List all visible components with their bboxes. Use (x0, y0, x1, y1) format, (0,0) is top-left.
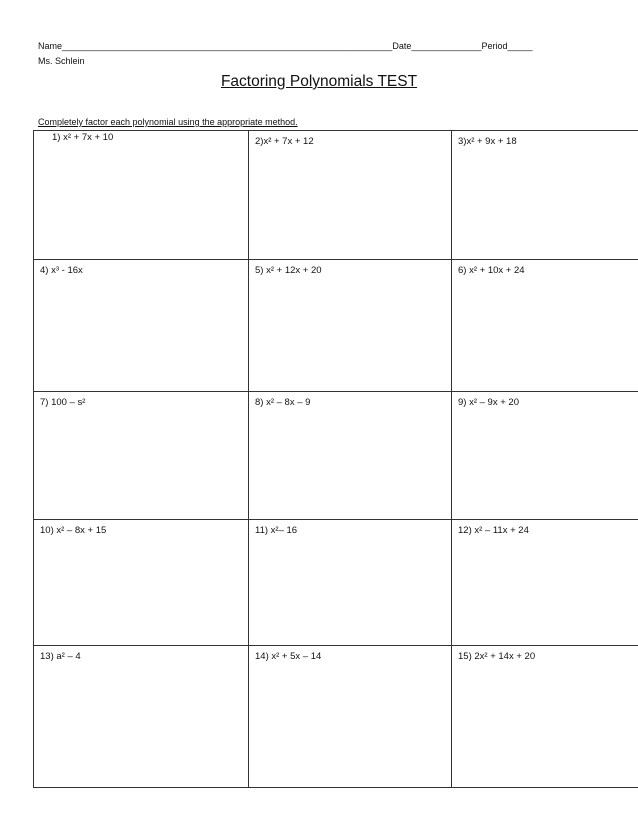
problem-15: 15) 2x² + 14x + 20 (452, 646, 638, 788)
problem-13: 13) a² – 4 (34, 646, 249, 788)
name-date-period-line: Name__________________________________________________________________Date______________Period_____ (38, 41, 533, 51)
problem-row (34, 392, 638, 520)
problem-11: 11) x²– 16 (249, 520, 452, 646)
problem-1: 1) x² + 7x + 10 (34, 131, 249, 260)
problem-14: 14) x² + 5x – 14 (249, 646, 452, 788)
problem-7: 7) 100 – s² (34, 392, 249, 520)
problem-row (34, 260, 638, 392)
instructions: Completely factor each polynomial using the appropriate method. (38, 117, 298, 127)
problem-4: 4) x³ - 16x (34, 260, 249, 392)
problem-row (34, 646, 638, 788)
problem-3: 3)x² + 9x + 18 (452, 131, 638, 260)
problem-row (34, 520, 638, 646)
problem-2: 2)x² + 7x + 12 (249, 131, 452, 260)
problem-6: 6) x² + 10x + 24 (452, 260, 638, 392)
teacher-name: Ms. Schlein (38, 56, 85, 66)
problem-8: 8) x² – 8x – 9 (249, 392, 452, 520)
problem-5: 5) x² + 12x + 20 (249, 260, 452, 392)
problem-9: 9) x² – 9x + 20 (452, 392, 638, 520)
problem-10: 10) x² – 8x + 15 (34, 520, 249, 646)
problem-row (34, 131, 638, 260)
problem-12: 12) x² – 11x + 24 (452, 520, 638, 646)
problem-grid (33, 130, 638, 788)
page-title: Factoring Polynomials TEST (220, 73, 418, 90)
